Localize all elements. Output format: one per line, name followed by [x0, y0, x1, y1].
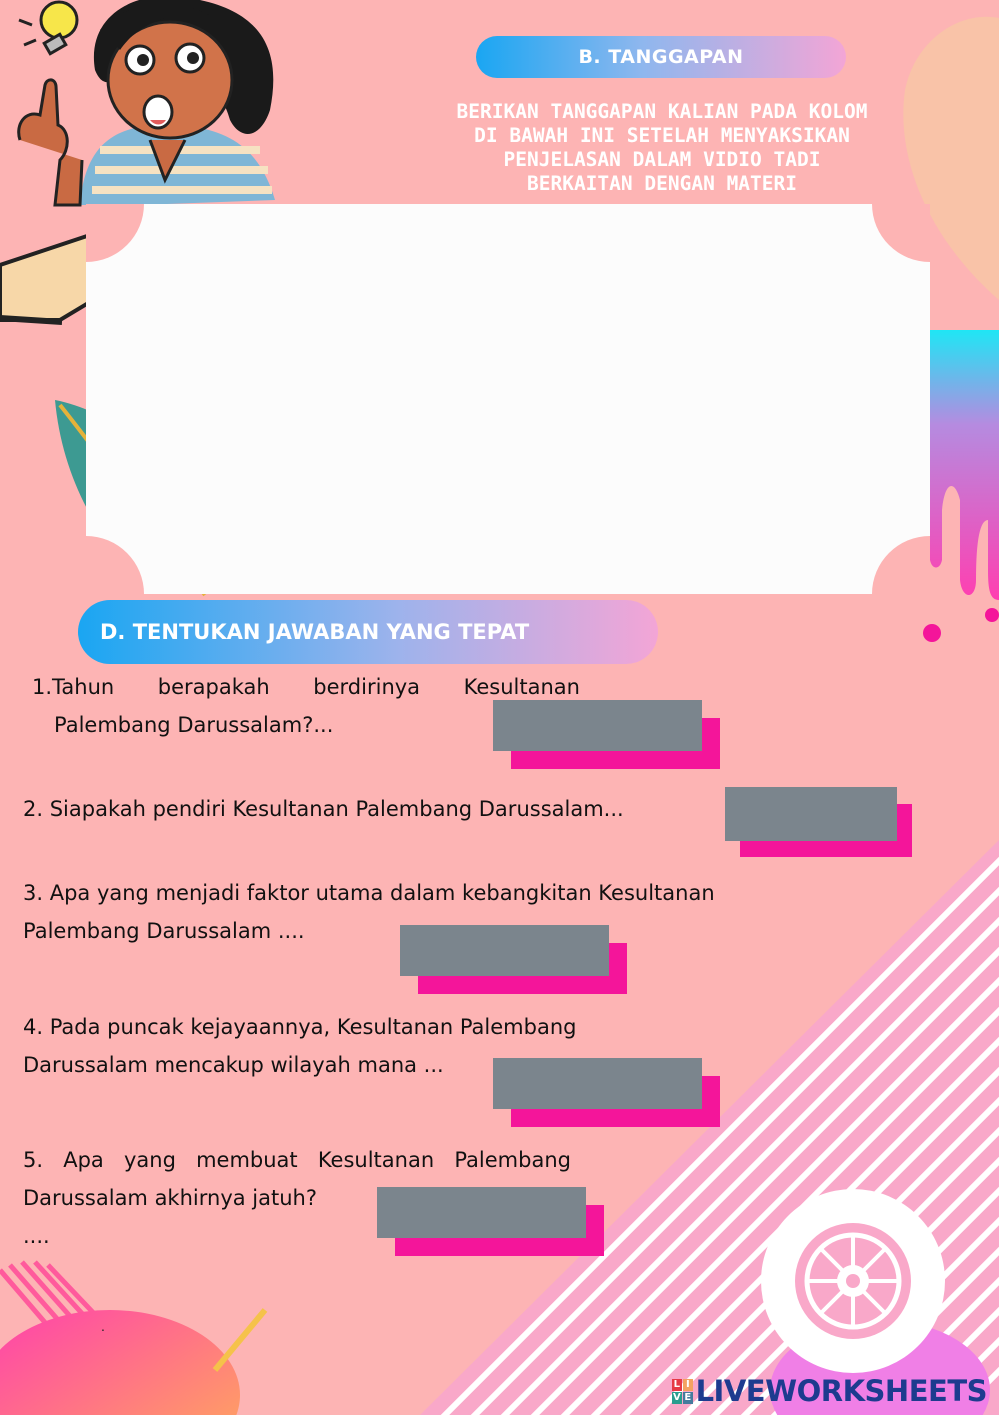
question-5-line-1: 5. Apa yang membuat Kesultanan Palembang: [23, 1148, 571, 1172]
paint-drip: [930, 330, 999, 600]
answer-1-input[interactable]: [493, 700, 702, 751]
question-2-line-1: 2. Siapakah pendiri Kesultanan Palembang Darussalam...: [23, 797, 624, 821]
question-2: [23, 790, 624, 828]
lightbulb-icon: [14, 0, 84, 70]
answer-3-input[interactable]: [400, 925, 609, 976]
ticket-corners: [86, 204, 930, 594]
orange-pink-blob: [0, 1310, 240, 1415]
question-3-line-2: Palembang Darussalam ....: [23, 919, 305, 943]
question-1-line-1: 1.Tahun berapakah berdirinya Kesultanan: [32, 675, 580, 699]
question-5-line-3: ....: [23, 1224, 50, 1248]
drip-dot: [923, 624, 941, 642]
response-textbox[interactable]: [86, 204, 930, 594]
answer-4-input[interactable]: [493, 1058, 702, 1109]
question-5-line-2: Darussalam akhirnya jatuh?: [23, 1186, 317, 1210]
section-b-title: B. TANGGAPAN: [476, 36, 846, 78]
question-3: [23, 874, 715, 950]
cd-icon: [760, 1188, 946, 1374]
logo-mark-icon: L I V E: [672, 1378, 691, 1403]
answer-2-input[interactable]: [725, 787, 897, 841]
section-b-instruction: BERIKAN TANGGAPAN KALIAN PADA KOLOM DI BAWAH INI SETELAH MENYAKSIKAN PENJELASAN DALAM VIDIO TADI BERKAITAN DENGAN MATERI: [456, 100, 868, 195]
logo-text: LIVEWORKSHEETS: [695, 1374, 987, 1408]
question-4-line-2: Darussalam mencakup wilayah mana ...: [23, 1053, 444, 1077]
section-d-title: D. TENTUKAN JAWABAN YANG TEPAT: [78, 600, 658, 664]
yellow-line: [215, 1310, 265, 1370]
question-4-line-1: 4. Pada puncak kejayaannya, Kesultanan Palembang: [23, 1015, 577, 1039]
question-3-line-1: 3. Apa yang menjadi faktor utama dalam kebangkitan Kesultanan: [23, 881, 715, 905]
liveworksheets-logo[interactable]: [672, 1374, 987, 1408]
question-1-line-2: Palembang Darussalam?...: [54, 713, 334, 737]
answer-5-input[interactable]: [377, 1187, 586, 1238]
stray-dot: .: [101, 1318, 105, 1334]
drip-dot: [985, 608, 999, 622]
